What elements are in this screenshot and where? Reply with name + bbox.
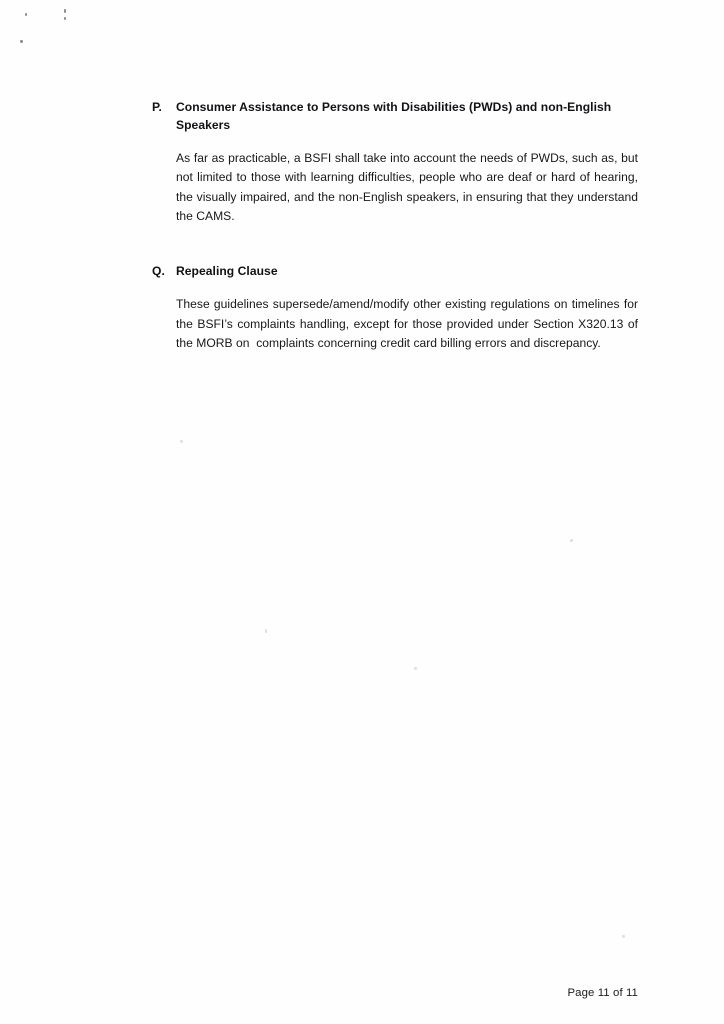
section-p-paragraph: As far as practicable, a BSFI shall take into account the needs of PWDs, such as, but not limited to those with learning difficulties, people who are deaf or hard of hearing, the visually impaired, and the non-English speakers, in ensuring that they understand the CAMS. (176, 151, 642, 224)
section-p (152, 99, 642, 227)
scan-speck (622, 935, 625, 938)
section-p-letter: P. (152, 100, 162, 114)
section-q-title: Repealing Clause (176, 263, 278, 278)
scan-speck (570, 539, 573, 542)
scan-speck (180, 440, 183, 443)
section-p-heading (152, 99, 638, 134)
section-q-paragraph: These guidelines supersede/amend/modify other existing regulations on timelines for the BSFI’s complaints handling, except for those provided under Section X320.13 of the MORB on complaints concerning credit card billing errors and discrepancy. (176, 297, 642, 350)
scan-speck (414, 667, 417, 670)
page-number-footer: Page 11 of 11 (567, 987, 638, 999)
scan-speck (64, 17, 66, 20)
section-p-title: Consumer Assistance to Persons with Disabilities (PWDs) and non-English Speakers (176, 100, 612, 132)
scan-speck (25, 13, 27, 16)
scan-speck (265, 629, 267, 633)
scan-speck (20, 40, 23, 43)
scan-speck (64, 9, 66, 13)
section-q-letter: Q. (152, 263, 165, 278)
document-body (152, 99, 642, 353)
section-q-heading (152, 263, 638, 281)
section-q (152, 263, 642, 354)
